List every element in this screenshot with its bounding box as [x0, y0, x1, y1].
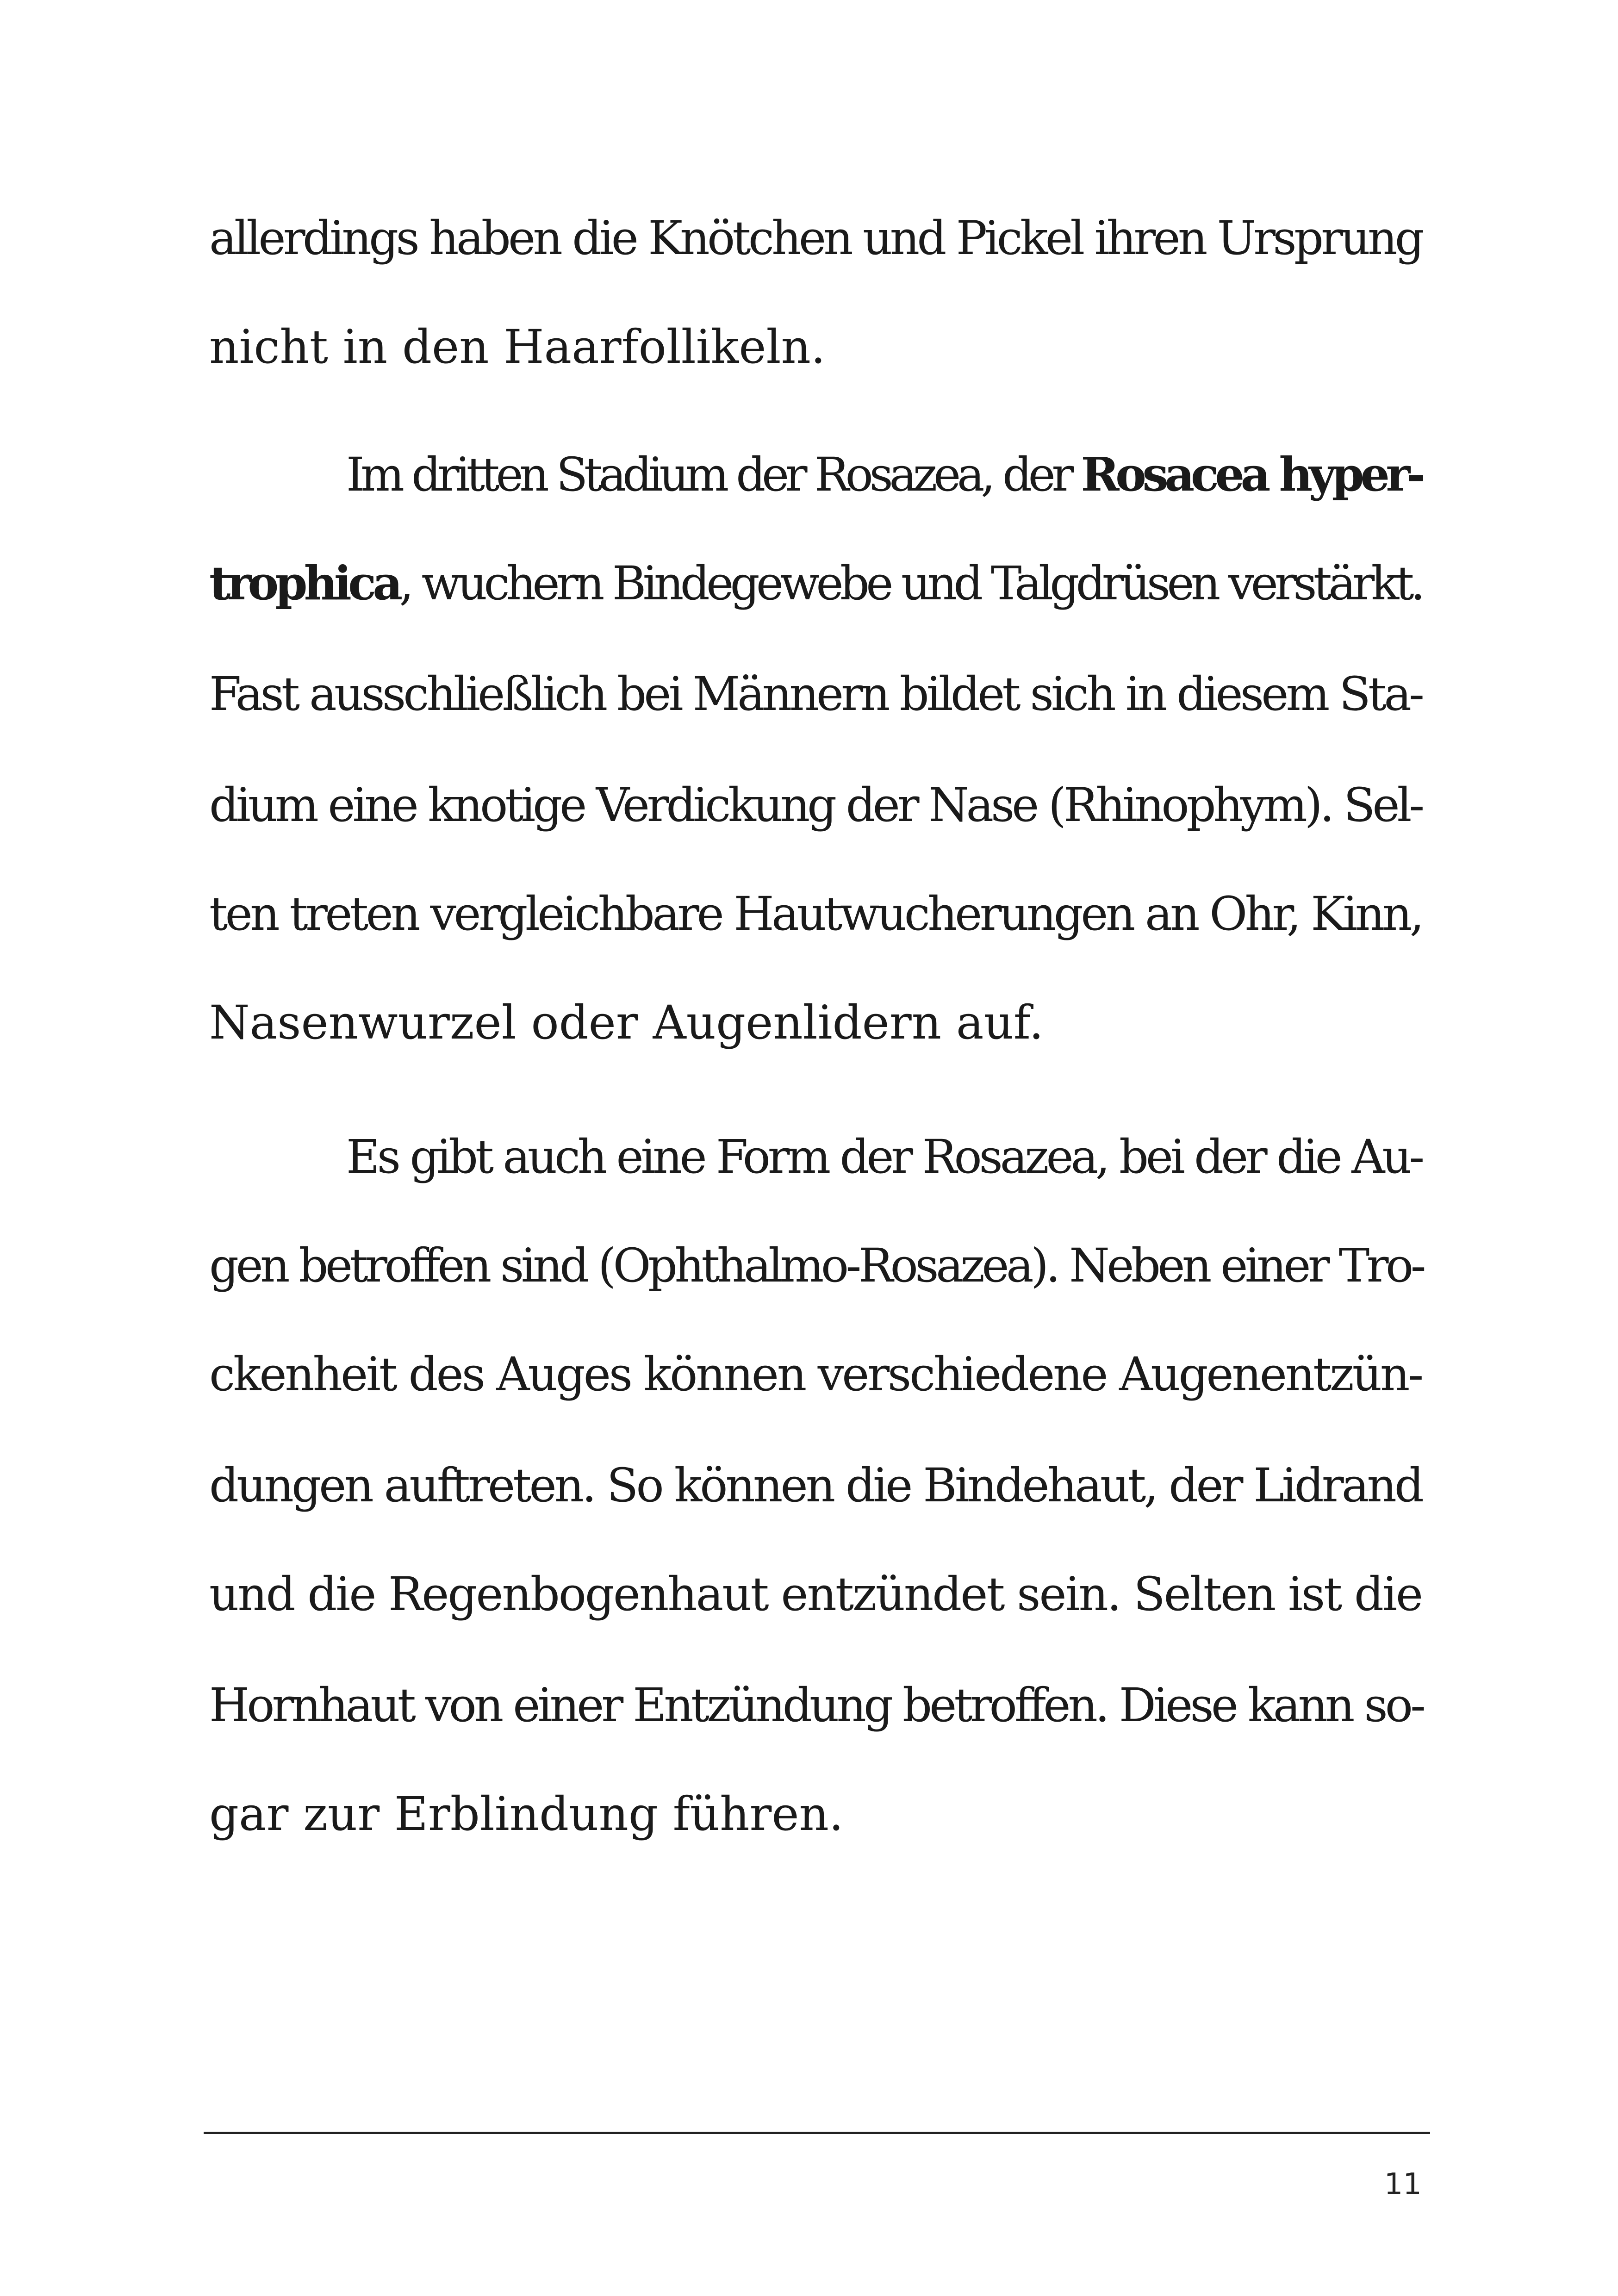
text-span: Im dritten Stadium der Rosazea, der [346, 448, 1081, 502]
text-line: gen betroffen sind (Ophthalmo-Rosazea). Neben einer Tro- [209, 1238, 1423, 1293]
bold-term: trophica [209, 556, 399, 610]
text-line: nicht in den Haarfollikeln. [209, 320, 826, 374]
page-number: 11 [1384, 2167, 1422, 2202]
text-line: Fast ausschließlich bei Männern bildet sich in diesem Sta- [209, 667, 1422, 721]
text-line: gar zur Erblindung führen. [209, 1787, 844, 1841]
footer-divider [204, 2132, 1430, 2134]
text-span: , wuchern Bindegewebe und Talgdrüsen verstärkt. [399, 556, 1422, 610]
text-line: Hornhaut von einer Entzündung betroffen. Diese kann so- [209, 1678, 1423, 1732]
text-line [209, 555, 1422, 611]
text-line: Nasenwurzel oder Augenlidern auf. [209, 996, 1044, 1050]
text-line: dungen auftreten. So können die Bindehaut, der Lidrand [209, 1458, 1422, 1512]
text-line: ten treten vergleichbare Hautwucherungen an Ohr, Kinn, [209, 887, 1422, 941]
text-line: ckenheit des Auges können verschiedene Augenentzün- [209, 1347, 1422, 1401]
bold-term: Rosacea hyper- [1081, 447, 1422, 502]
text-line: allerdings haben die Knötchen und Pickel ihren Ursprung [209, 211, 1422, 265]
text-line: dium eine knotige Verdickung der Nase (Rhinophym). Sel- [209, 778, 1422, 832]
text-line: Es gibt auch eine Form der Rosazea, bei der die Au- [346, 1130, 1422, 1184]
text-line [346, 447, 1422, 502]
text-line: und die Regenbogenhaut entzündet sein. Selten ist die [209, 1567, 1422, 1621]
